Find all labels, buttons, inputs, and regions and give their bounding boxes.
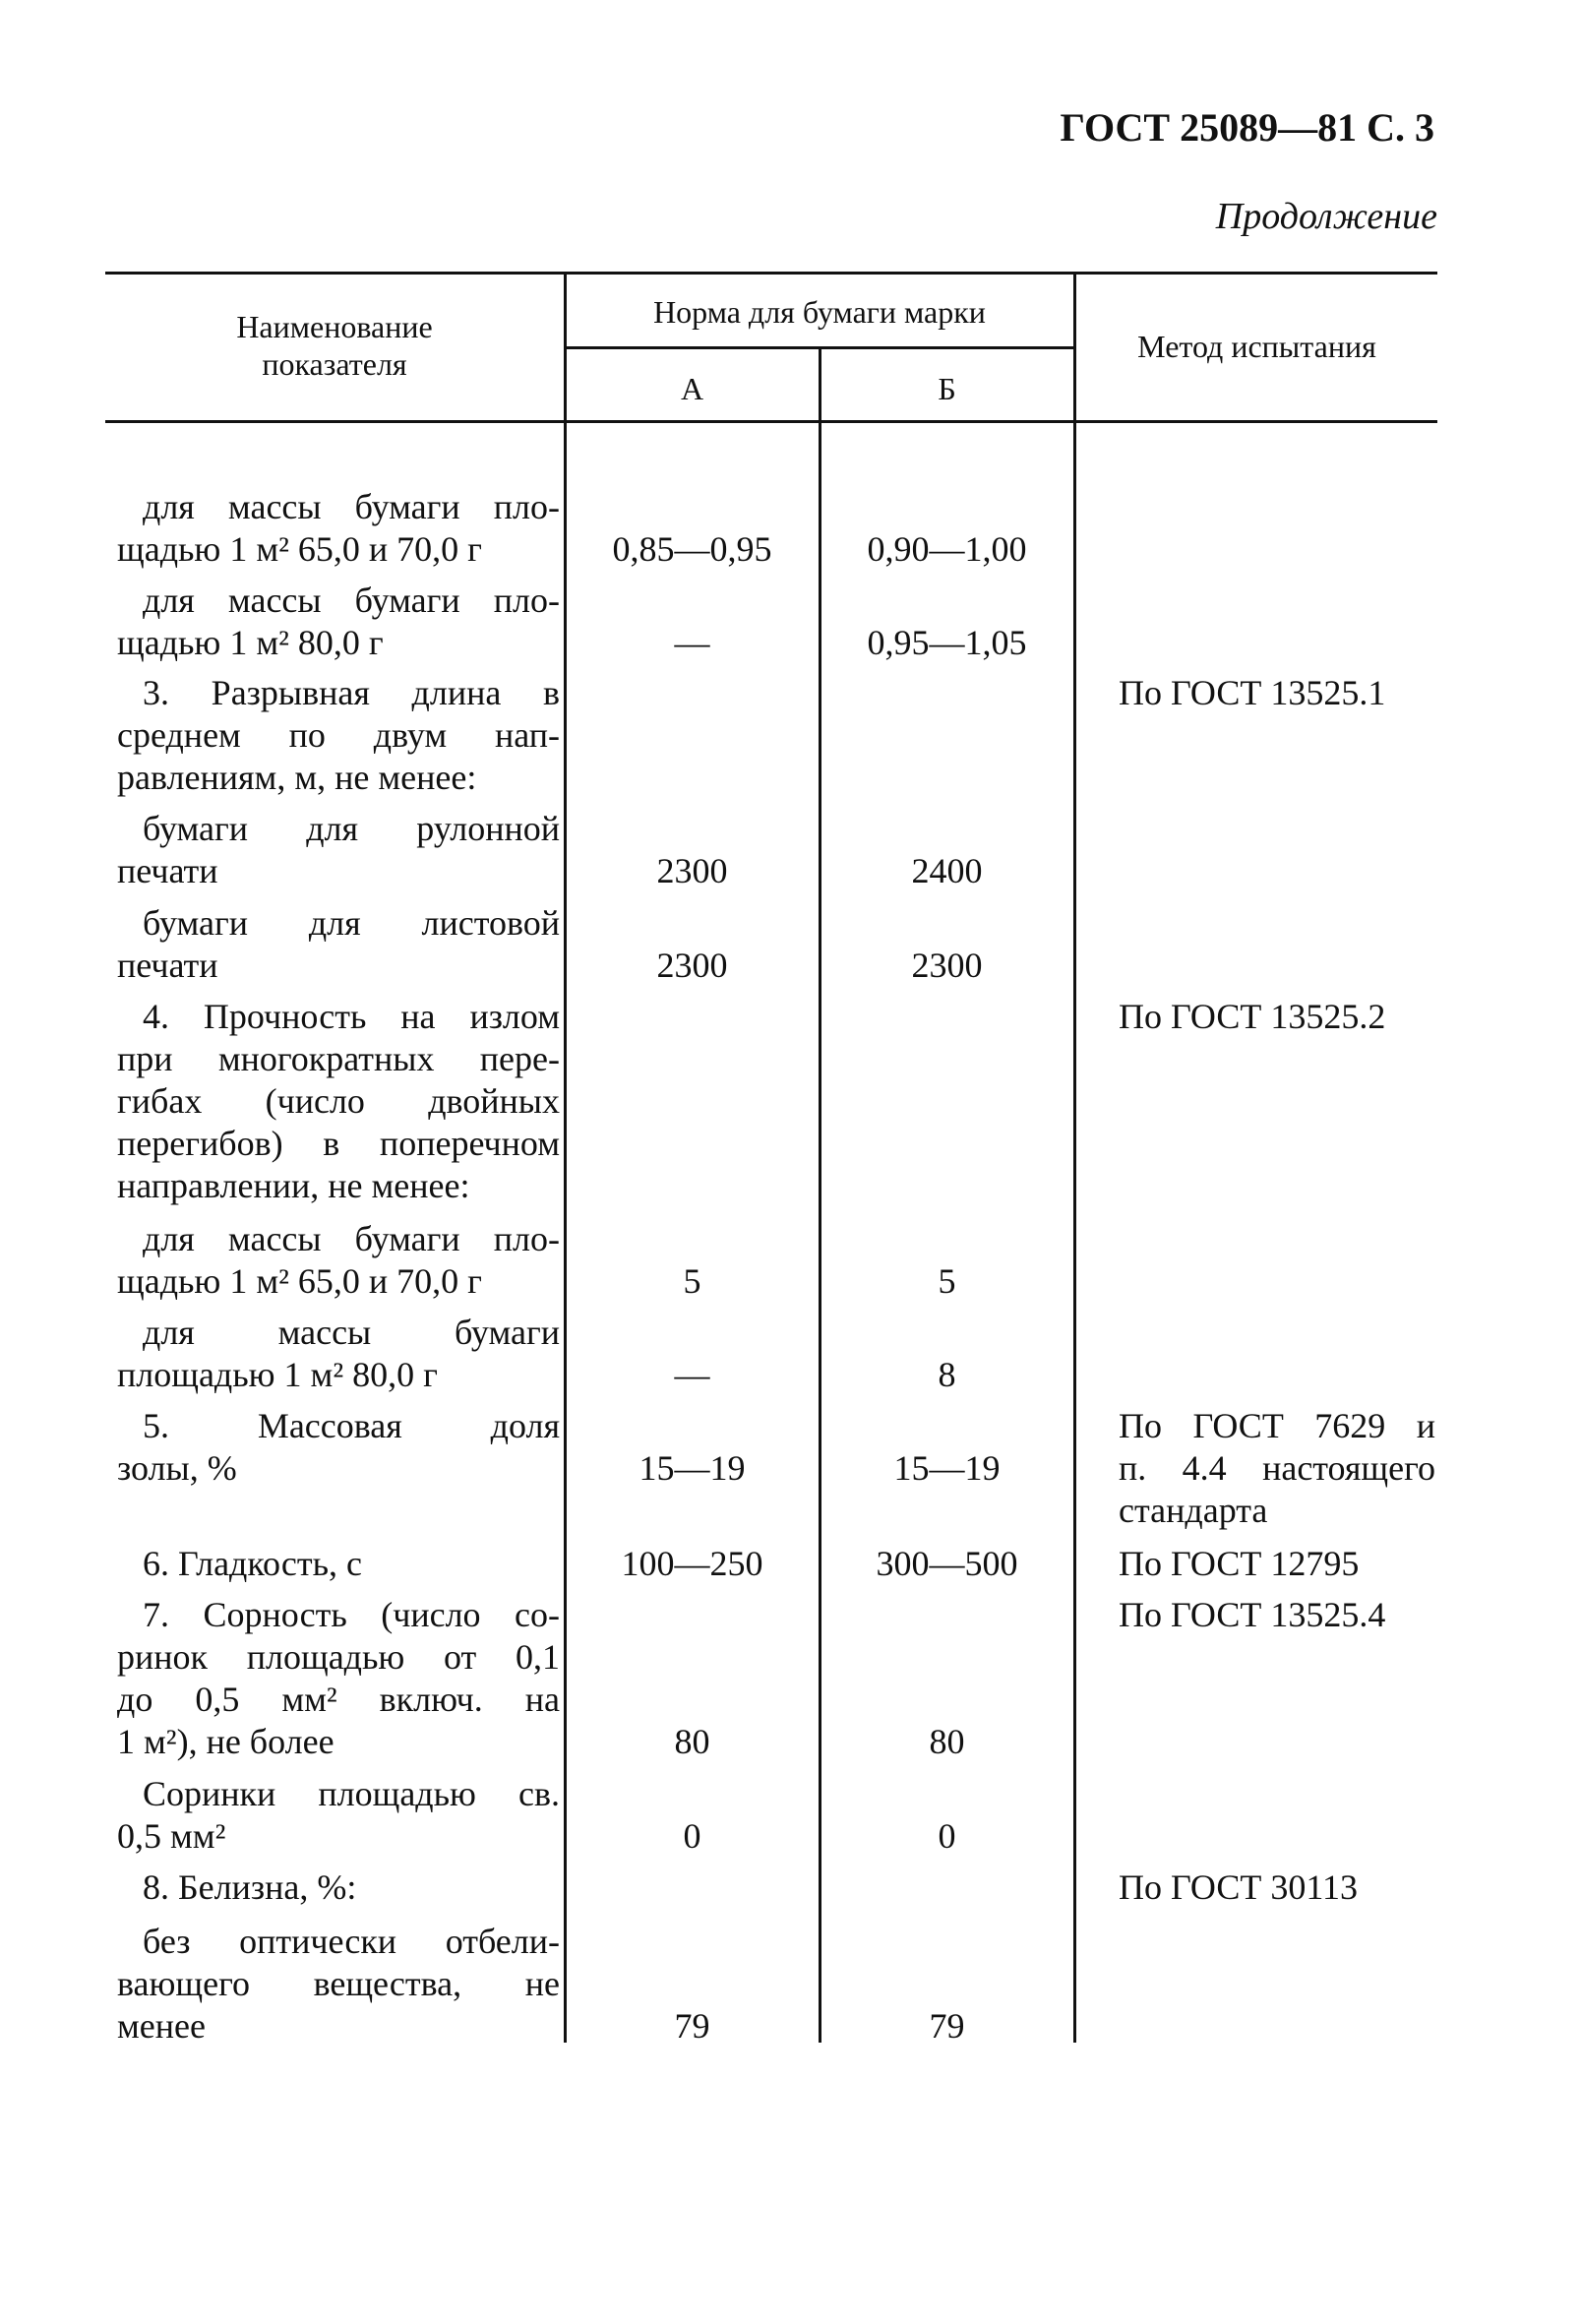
value-grade-b: 8 (938, 1355, 956, 1394)
row-label (117, 580, 560, 664)
row-label-line: без оптически отбели- (143, 1922, 560, 1961)
row-label-line: среднем по двум нап- (117, 715, 560, 755)
test-method-line: По ГОСТ 30113 (1119, 1867, 1359, 1907)
row-label-line: для массы бумаги (143, 1313, 560, 1352)
row-label-line: бумаги для рулонной (143, 809, 560, 848)
value-grade-a: — (674, 623, 710, 662)
test-method-line: стандарта (1119, 1491, 1268, 1530)
row-label-line: щадью 1 м² 65,0 и 70,0 г (117, 529, 482, 569)
test-method-line: По ГОСТ 13525.1 (1119, 673, 1386, 712)
continuation-label: Продолжение (1215, 196, 1437, 237)
value-grade-b: 0,95—1,05 (867, 623, 1027, 662)
row-label-line: печати (117, 851, 218, 890)
row-label-line: 6. Гладкость, с (143, 1544, 363, 1583)
value-grade-a: 15—19 (638, 1448, 746, 1488)
value-grade-b: 300—500 (876, 1544, 1018, 1583)
value-grade-a: — (674, 1355, 710, 1394)
row-label-line: бумаги для листовой (143, 903, 560, 943)
table-top-rule (105, 272, 1437, 275)
value-grade-a: 79 (674, 2006, 710, 2046)
row-label-line: 7. Сорность (число со- (143, 1595, 560, 1634)
test-method-line: п. 4.4 настоящего (1119, 1448, 1435, 1488)
row-label (117, 1405, 560, 1490)
test-method (1119, 996, 1435, 1038)
test-method-line: По ГОСТ 7629 и (1119, 1406, 1435, 1445)
value-grade-b: 2400 (911, 851, 983, 890)
row-label-line: гибах (число двойных (117, 1081, 560, 1121)
row-label (117, 486, 560, 571)
row-label-line: для массы бумаги пло- (143, 581, 560, 620)
row-label-line: при многократных пере- (117, 1039, 560, 1078)
header-grade-a: А (680, 371, 704, 406)
row-label-line: 0,5 мм² (117, 1816, 226, 1856)
row-label-line: 4. Прочность на излом (143, 997, 560, 1036)
row-label-line: 8. Белизна, %: (143, 1867, 357, 1907)
row-label (117, 672, 560, 799)
header-name (105, 308, 564, 383)
row-label-line: равлениям, м, не менее: (117, 758, 477, 797)
row-label-line: ринок площадью от 0,1 (117, 1637, 560, 1677)
column-divider (819, 346, 821, 2043)
header-name-line: показателя (262, 346, 407, 382)
row-label (117, 996, 560, 1207)
row-label-line: перегибов) в поперечном (117, 1124, 560, 1163)
row-label-line: печати (117, 946, 218, 985)
row-label (117, 808, 560, 892)
value-grade-a: 5 (683, 1261, 701, 1301)
row-label (117, 1312, 560, 1396)
header-grade-b: Б (938, 371, 956, 406)
value-grade-a: 2300 (656, 946, 728, 985)
row-label-line: вающего вещества, не (117, 1964, 560, 2003)
row-label (117, 902, 560, 987)
value-grade-a: 80 (674, 1722, 710, 1761)
test-method (1119, 672, 1435, 714)
test-method-line: По ГОСТ 13525.2 (1119, 997, 1386, 1036)
row-label (117, 1866, 560, 1909)
row-label-line: до 0,5 мм² включ. на (117, 1680, 560, 1719)
value-grade-a: 100—250 (621, 1544, 763, 1583)
test-method (1119, 1405, 1435, 1532)
row-label-line: для массы бумаги пло- (143, 487, 560, 526)
row-label (117, 1594, 560, 1763)
row-label-line: щадью 1 м² 65,0 и 70,0 г (117, 1261, 482, 1301)
value-grade-b: 79 (929, 2006, 965, 2046)
test-method-line: По ГОСТ 12795 (1119, 1544, 1360, 1583)
header-norm-group: Норма для бумаги марки (653, 294, 986, 330)
row-label-line: Соринки площадью св. (143, 1774, 560, 1813)
value-grade-a: 0,85—0,95 (612, 529, 772, 569)
row-label-line: щадью 1 м² 80,0 г (117, 623, 384, 662)
value-grade-b: 0 (938, 1816, 956, 1856)
row-label (117, 1921, 560, 2048)
row-label-line: 5. Массовая доля (143, 1406, 560, 1445)
row-label (117, 1543, 560, 1585)
header-bottom-rule (105, 420, 1437, 423)
row-label-line: менее (117, 2006, 206, 2046)
value-grade-b: 2300 (911, 946, 983, 985)
row-label (117, 1218, 560, 1303)
row-label-line: направлении, не менее: (117, 1166, 470, 1205)
value-grade-a: 0 (683, 1816, 701, 1856)
test-method (1119, 1866, 1435, 1909)
row-label-line: 1 м²), не более (117, 1722, 334, 1761)
value-grade-b: 5 (938, 1261, 956, 1301)
row-label-line: 3. Разрывная длина в (143, 673, 560, 712)
value-grade-b: 15—19 (893, 1448, 1001, 1488)
row-label-line: для массы бумаги пло- (143, 1219, 560, 1258)
document-title: ГОСТ 25089—81 С. 3 (1060, 105, 1434, 150)
test-method (1119, 1543, 1435, 1585)
test-method-line: По ГОСТ 13525.4 (1119, 1595, 1386, 1634)
row-label (117, 1773, 560, 1858)
value-grade-a: 2300 (656, 851, 728, 890)
value-grade-b: 0,90—1,00 (867, 529, 1027, 569)
header-method: Метод испытания (1137, 329, 1376, 364)
test-method (1119, 1594, 1435, 1636)
value-grade-b: 80 (929, 1722, 965, 1761)
row-label-line: золы, % (117, 1448, 237, 1488)
row-label-line: площадью 1 м² 80,0 г (117, 1355, 438, 1394)
header-name-line: Наименование (236, 309, 433, 344)
